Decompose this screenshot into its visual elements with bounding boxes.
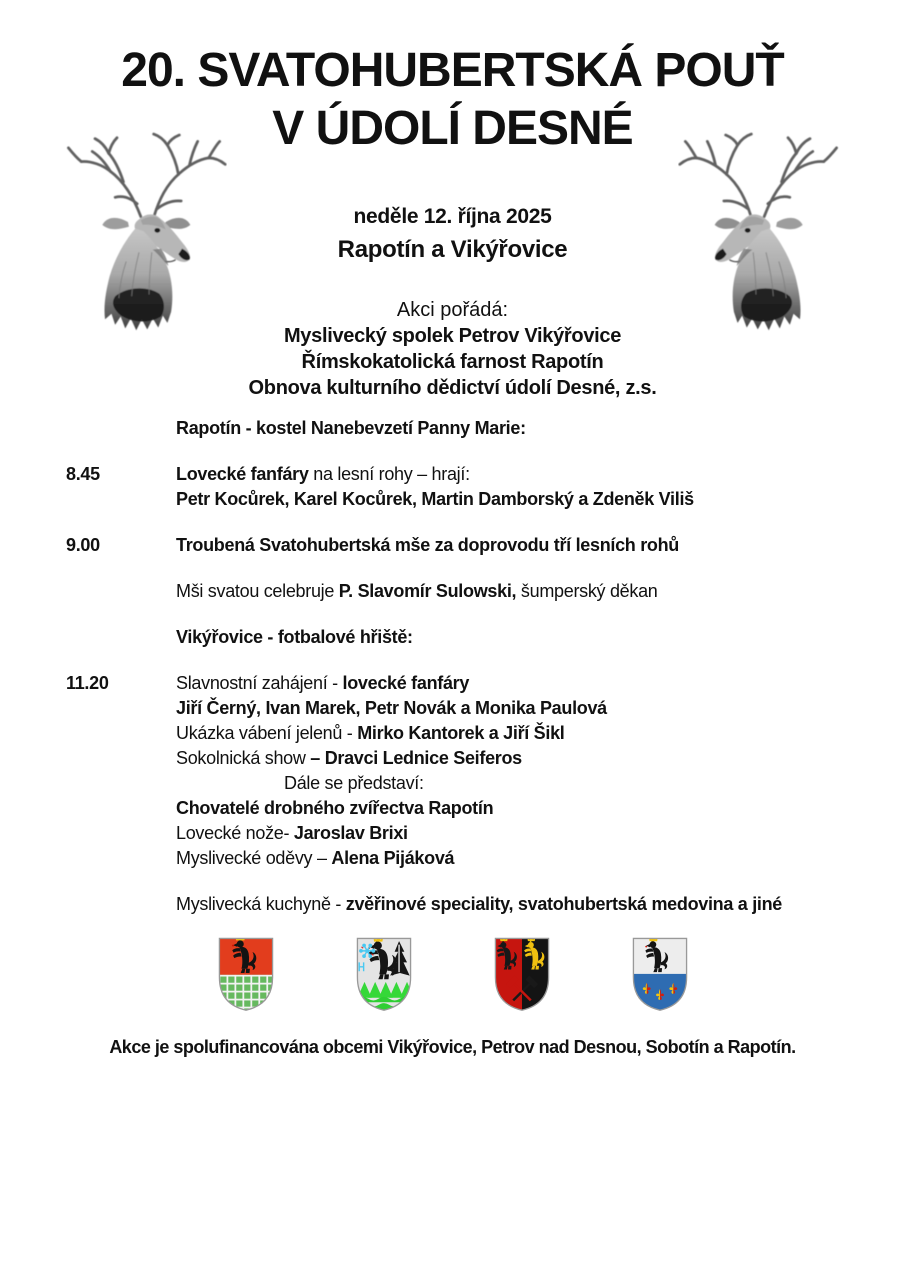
schedule-text: Slavnostní zahájení - lovecké fanfáry [176, 673, 470, 693]
organizer-3: Obnova kulturního dědictví údolí Desné, z.s. [248, 377, 657, 399]
schedule-time [66, 821, 176, 846]
footer-text: Akce je spolufinancována obcemi Vikýřovice, Petrov nad Desnou, Sobotín a Rapotín. [109, 1037, 796, 1057]
schedule-text: Chovatelé drobného zvířectva Rapotín [176, 798, 494, 818]
schedule-row [66, 821, 905, 846]
coat-of-arms-vikyrovice [215, 931, 277, 1015]
organizer-heading: Akci pořádá: [396, 299, 509, 321]
title-line-1: 20. SVATOHUBERTSKÁ POUŤ [121, 44, 784, 97]
schedule-row [66, 533, 905, 558]
coat-of-arms-rapotin [629, 931, 691, 1015]
schedule-row [66, 746, 905, 771]
event-date: neděle 12. října 2025 [353, 205, 552, 228]
schedule-gap [66, 558, 905, 579]
schedule-gap [66, 871, 905, 892]
schedule-time [66, 846, 176, 871]
schedule-row [66, 696, 905, 721]
schedule-time: 9.00 [66, 535, 100, 555]
organizer-1: Myslivecký spolek Petrov Vikýřovice [283, 325, 622, 347]
schedule-text: Sokolnická show – Dravci Lednice Seiferos [176, 748, 522, 768]
schedule-text: Lovecké nože- Jaroslav Brixi [176, 823, 408, 843]
schedule-time [66, 579, 176, 604]
schedule-gap [66, 441, 905, 462]
schedule-row [66, 487, 905, 512]
schedule-time [66, 892, 176, 917]
schedule-row [66, 416, 905, 441]
schedule-text: Myslivecké oděvy – Alena Pijáková [176, 848, 455, 868]
schedule-text: Myslivecká kuchyně - zvěřinové speciality, svatohubertská medovina a jiné [176, 894, 783, 914]
schedule-time: 8.45 [66, 464, 100, 484]
schedule-text: Jiří Černý, Ivan Marek, Petr Novák a Monika Paulová [176, 698, 607, 718]
schedule-row [66, 796, 905, 821]
stag-head-illustration-right [678, 128, 843, 340]
schedule-time [66, 721, 176, 746]
schedule-time [66, 796, 176, 821]
event-location: Rapotín a Vikýřovice [337, 236, 568, 263]
schedule-text: Ukázka vábení jelenů - Mirko Kantorek a Jiří Šikl [176, 723, 565, 743]
schedule-gap [66, 512, 905, 533]
schedule-text: Troubená Svatohubertská mše za doprovodu tří lesních rohů [176, 535, 679, 555]
schedule-text: Mši svatou celebruje P. Slavomír Sulowski, šumperský děkan [176, 581, 658, 601]
schedule-text: Petr Kocůrek, Karel Kocůrek, Martin Damborský a Zdeněk Viliš [176, 489, 694, 509]
schedule-text: Dále se představí: [284, 773, 424, 793]
schedule-time [66, 625, 176, 650]
stag-head-illustration-left [62, 128, 227, 340]
schedule-row [66, 462, 905, 487]
schedule-time [66, 746, 176, 771]
schedule-row [66, 671, 905, 696]
schedule-row [66, 625, 905, 650]
schedule-text: Vikýřovice - fotbalové hřiště: [176, 627, 413, 647]
schedule-row [66, 846, 905, 871]
schedule-time: 11.20 [66, 673, 109, 693]
schedule-time [66, 696, 176, 721]
schedule-text: Rapotín - kostel Nanebevzetí Panny Marie: [176, 418, 526, 438]
schedule [0, 416, 905, 917]
schedule-row [66, 892, 905, 917]
schedule-row [66, 771, 905, 796]
schedule-gap [66, 604, 905, 625]
schedule-row [66, 721, 905, 746]
schedule-time [66, 416, 176, 441]
coat-of-arms-petrov-nad-desnou [353, 931, 415, 1015]
schedule-text: Lovecké fanfáry na lesní rohy – hrají: [176, 464, 470, 484]
schedule-time [66, 771, 176, 796]
coats-of-arms-row [0, 931, 905, 1015]
schedule-time [66, 487, 176, 512]
schedule-gap [66, 650, 905, 671]
schedule-row [66, 579, 905, 604]
title-line-2: V ÚDOLÍ DESNÉ [272, 102, 633, 155]
coat-of-arms-sobotin [491, 931, 553, 1015]
organizer-2: Římskokatolická farnost Rapotín [301, 351, 604, 373]
